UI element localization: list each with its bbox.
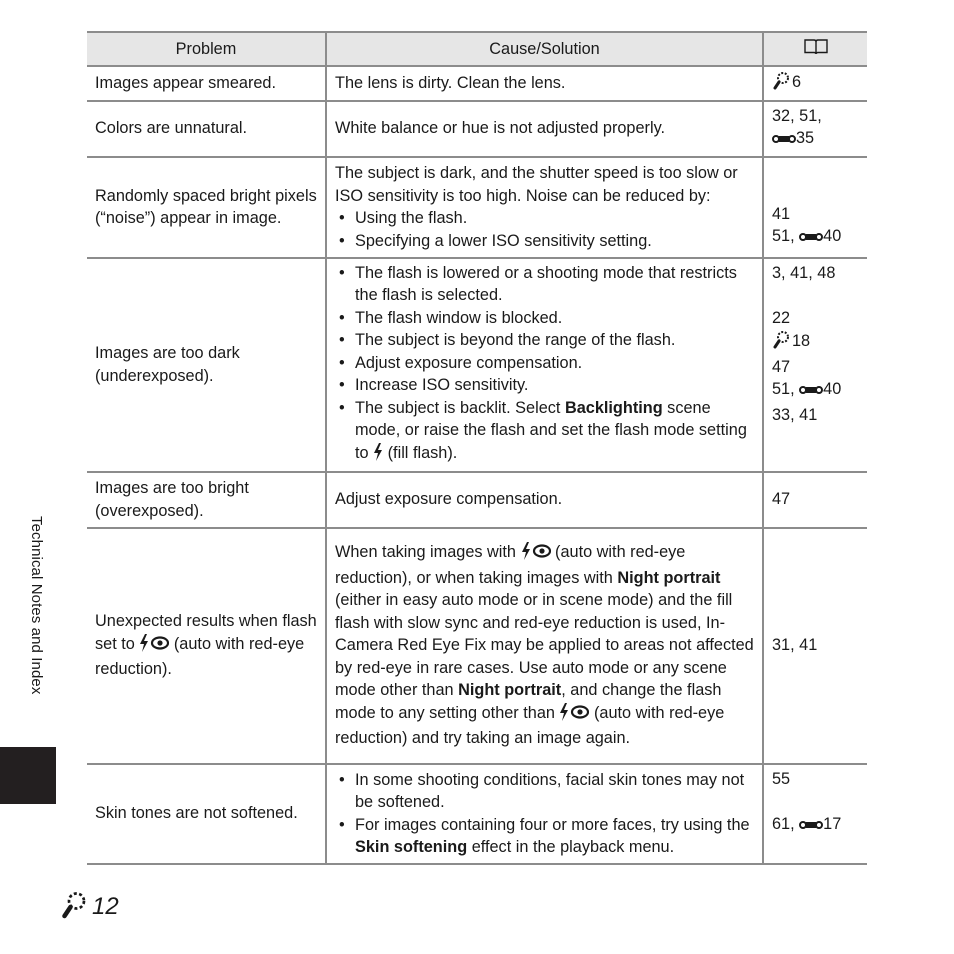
list-item: • In some shooting conditions, facial skin tones may not be softened.: [335, 769, 754, 814]
cause-cell: The lens is dirty. Clean the lens.: [326, 66, 763, 101]
cause-intro: The subject is dark, and the shutter speed is too slow or ISO sensitivity is too high. Noise can be reduced by:: [335, 164, 738, 205]
reference-cell: [763, 472, 867, 528]
reference-page: 41: [772, 204, 791, 223]
reference-cell: [763, 258, 867, 472]
flash-red-eye-icon: [139, 634, 169, 659]
cause-cell: When taking images with (auto with red-eye reduction), or when taking images with Night portrait (either in easy auto mode or in scene mode) and the fill flash with slow sync and red-eye reduction is used, In-Camera Red Eye Fix may be applied to areas not affected by red-eye in rare cases. Use auto mode or any scene mode other than Night portrait, and change the flash mode to any setting other than (auto with red-eye reduction) and try taking an image again.: [326, 528, 763, 764]
reference-cell: [763, 157, 867, 258]
reference-page: 22: [772, 308, 791, 327]
reference-arrow-icon: [799, 381, 823, 404]
list-item: • For images containing four or more faces, try using the Skin softening effect in the playback menu.: [335, 814, 754, 859]
magnifier-icon: [772, 70, 792, 97]
scene-mode-name: Backlighting: [564, 398, 663, 417]
table-row: [87, 528, 867, 764]
list-item: • The flash is lowered or a shooting mode that restricts the flash is selected.: [335, 262, 754, 307]
table-row: [87, 258, 867, 472]
bullet-list: [335, 769, 754, 859]
scene-mode-name: Night portrait: [617, 568, 721, 587]
list-item: • Adjust exposure compensation.: [335, 352, 754, 375]
reference-page: 31, 41: [772, 636, 818, 655]
problem-cell: Colors are unnatural.: [95, 119, 248, 138]
reference-arrow-icon: [799, 816, 823, 839]
reference-cell: [763, 528, 867, 764]
reference-line: 51, 40: [772, 225, 859, 251]
reference-page: 55: [772, 769, 791, 788]
table-row: [87, 764, 867, 864]
reference-page: 33, 41: [772, 405, 818, 424]
section-tab: [0, 747, 56, 804]
reference-cell: [763, 101, 867, 157]
magnifier-icon: [60, 889, 90, 926]
reference-page: 35: [796, 129, 815, 147]
reference-page: 3, 41, 48: [772, 263, 836, 282]
page-number-text: 12: [92, 893, 119, 920]
bullet-list: [335, 262, 754, 468]
reference-arrow-icon: [772, 130, 796, 153]
bullet-list: [335, 207, 754, 252]
flash-icon: [373, 443, 383, 468]
reference-page: 6: [792, 73, 802, 91]
reference-page: 32, 51,: [772, 106, 822, 125]
cause-cell: [326, 258, 763, 472]
page-number: [60, 890, 119, 924]
cause-cell: [326, 764, 763, 864]
list-item: • Increase ISO sensitivity.: [335, 374, 754, 397]
table-row: [87, 66, 867, 101]
reference-cell: [763, 764, 867, 864]
section-title-vertical: Technical Notes and Index: [28, 516, 45, 695]
header-reference: [763, 32, 867, 66]
cause-cell: Adjust exposure compensation.: [326, 472, 763, 528]
reference-line: 51, 40: [772, 378, 859, 404]
table-row: [87, 157, 867, 258]
reference-line: 18: [772, 329, 859, 356]
table-header-row: [87, 32, 867, 66]
cause-cell: [326, 157, 763, 258]
problem-cell: Images appear smeared.: [95, 74, 277, 92]
table-row: [87, 472, 867, 528]
list-item: • The flash window is blocked.: [335, 307, 754, 330]
header-problem: Problem: [87, 32, 326, 66]
problem-cell: Skin tones are not softened.: [95, 804, 298, 823]
list-item: • Specifying a lower ISO sensitivity setting.: [335, 230, 754, 253]
flash-red-eye-icon: [521, 542, 551, 567]
problem-cell: Images are too dark (underexposed).: [95, 344, 240, 385]
book-icon: [803, 38, 829, 63]
list-item: • Using the flash.: [335, 207, 754, 230]
effect-name: Skin softening: [355, 838, 468, 856]
table-row: [87, 101, 867, 157]
list-item: • The subject is backlit. Select Backlighting scene mode, or raise the flash and set the flash mode setting to (fill flash).: [335, 397, 754, 468]
magnifier-icon: [772, 329, 792, 356]
flash-red-eye-icon: [559, 703, 589, 728]
reference-arrow-icon: [799, 228, 823, 251]
list-item: • The subject is beyond the range of the flash.: [335, 329, 754, 352]
problem-cell: Images are too bright (overexposed).: [95, 479, 249, 520]
reference-line: 61, 17: [772, 813, 859, 839]
cause-cell: White balance or hue is not adjusted properly.: [326, 101, 763, 157]
problem-cell: Unexpected results when flash set to (auto with red-eye reduction).: [95, 612, 317, 679]
reference-page: 47: [772, 357, 791, 376]
reference-page: 47: [772, 490, 791, 509]
reference-cell: [763, 66, 867, 101]
reference-line: [772, 127, 859, 153]
troubleshooting-table: [87, 31, 867, 865]
problem-cell: Randomly spaced bright pixels (“noise”) appear in image.: [95, 186, 317, 227]
scene-mode-name: Night portrait: [458, 681, 562, 700]
header-cause-solution: Cause/Solution: [326, 32, 763, 66]
